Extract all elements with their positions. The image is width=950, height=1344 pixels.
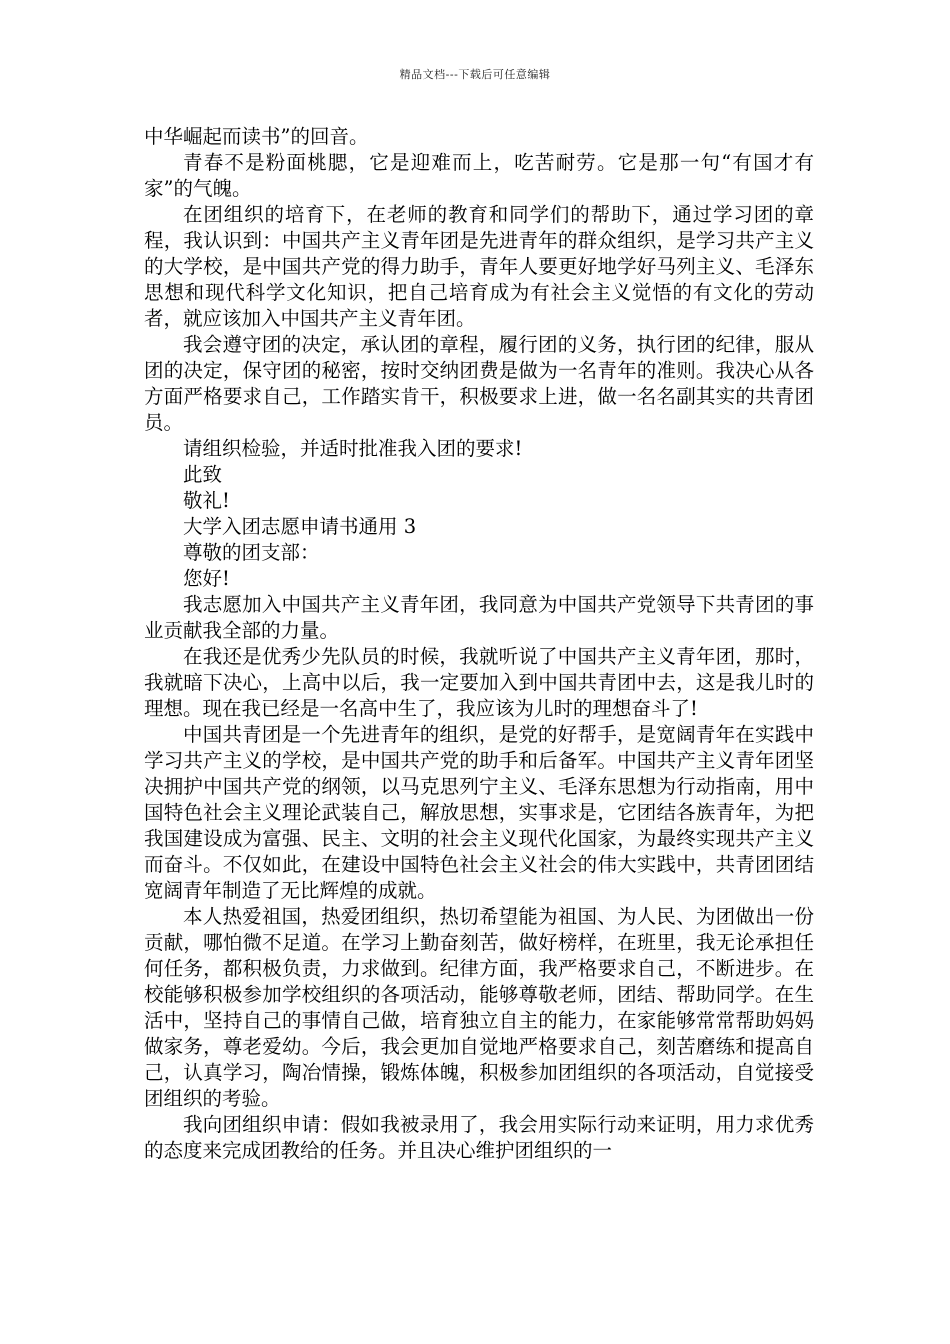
paragraph: 在团组织的培育下，在老师的教育和同学们的帮助下，通过学习团的章程，我认识到：中国共产主义青年团是先进青年的群众组织，是学习共产主义的大学校，是中国共产党的得力助手，青年人要更好地学好马列主义、毛泽东思想和现代科学文化知识，把自己培育成为有社会主义觉悟的有文化的劳动者，就应该加入中国共产主义青年团。 <box>144 203 814 330</box>
paragraph: 我会遵守团的决定，承认团的章程，履行团的义务，执行团的纪律，服从团的决定，保守团的秘密，按时交纳团费是做为一名青年的准则。我决心从各方面严格要求自己，工作踏实肯干，积极要求上进，做一名名副其实的共青团员。 <box>144 333 814 434</box>
section-title: 大学入团志愿申请书通用 3 <box>183 515 417 538</box>
paragraph: 本人热爱祖国，热爱团组织，热切希望能为祖国、为人民、为团做出一份贡献，哪怕微不足道。在学习上勤奋刻苦，做好榜样，在班里，我无论承担任何任务，都积极负责，力求做到。纪律方面，我严格要求自己，不断进步。在校能够积极参加学校组织的各项活动，能够尊敬老师，团结、帮助同学。在生活中，坚持自己的事情自己做，培育独立自主的能力，在家能够常常帮助妈妈做家务，尊老爱幼。今后，我会更加自觉地严格要求自己，刻苦磨练和提高自己，认真学习，陶冶情操，锻炼体魄，积极参加团组织的各项活动，自觉接受团组织的考验。 <box>144 905 814 1110</box>
paragraph: 中国共青团是一个先进青年的组织，是党的好帮手，是宽阔青年在实践中学习共产主义的学校，是中国共产党的助手和后备军。中国共产主义青年团坚决拥护中国共产党的纲领，以马克思列宁主义、毛泽东思想为行动指南，用中国特色社会主义理论武装自己，解放思想，实事求是，它团结各族青年，为把我国建设成为富强、民主、文明的社会主义现代化国家，为最终实现共产主义而奋斗。不仅如此，在建设中国特色社会主义社会的伟大实践中，共青团团结宽阔青年制造了无比辉煌的成就。 <box>144 723 814 902</box>
paragraph: 我志愿加入中国共产主义青年团，我同意为中国共产党领导下共青团的事业贡献我全部的力量。 <box>144 593 814 642</box>
closing-line: 敬礼! <box>183 489 230 512</box>
paragraph: 中华崛起而读书”的回音。 <box>144 125 369 148</box>
document-body <box>144 124 814 1164</box>
paragraph: 我向团组织申请：假如我被录用了，我会用实际行动来证明，用力求优秀的态度来完成团教给的任务。并且决心维护团组织的一 <box>144 1113 814 1162</box>
greeting: 您好! <box>183 567 230 590</box>
salutation: 尊敬的团支部： <box>183 541 320 564</box>
page-header: 精品文档---下载后可任意编辑 <box>399 68 551 81</box>
paragraph: 在我还是优秀少先队员的时候，我就听说了中国共产主义青年团，那时，我就暗下决心，上高中以后，我一定要加入到中国共青团中去，这是我儿时的理想。现在我已经是一名高中生了，我应该为儿时的理想奋斗了! <box>144 645 814 720</box>
paragraph: 请组织检验，并适时批准我入团的要求! <box>183 437 523 460</box>
paragraph: 青春不是粉面桃腮，它是迎难而上，吃苦耐劳。它是那一句“有国才有家”的气魄。 <box>144 151 814 200</box>
closing-line: 此致 <box>183 463 223 486</box>
